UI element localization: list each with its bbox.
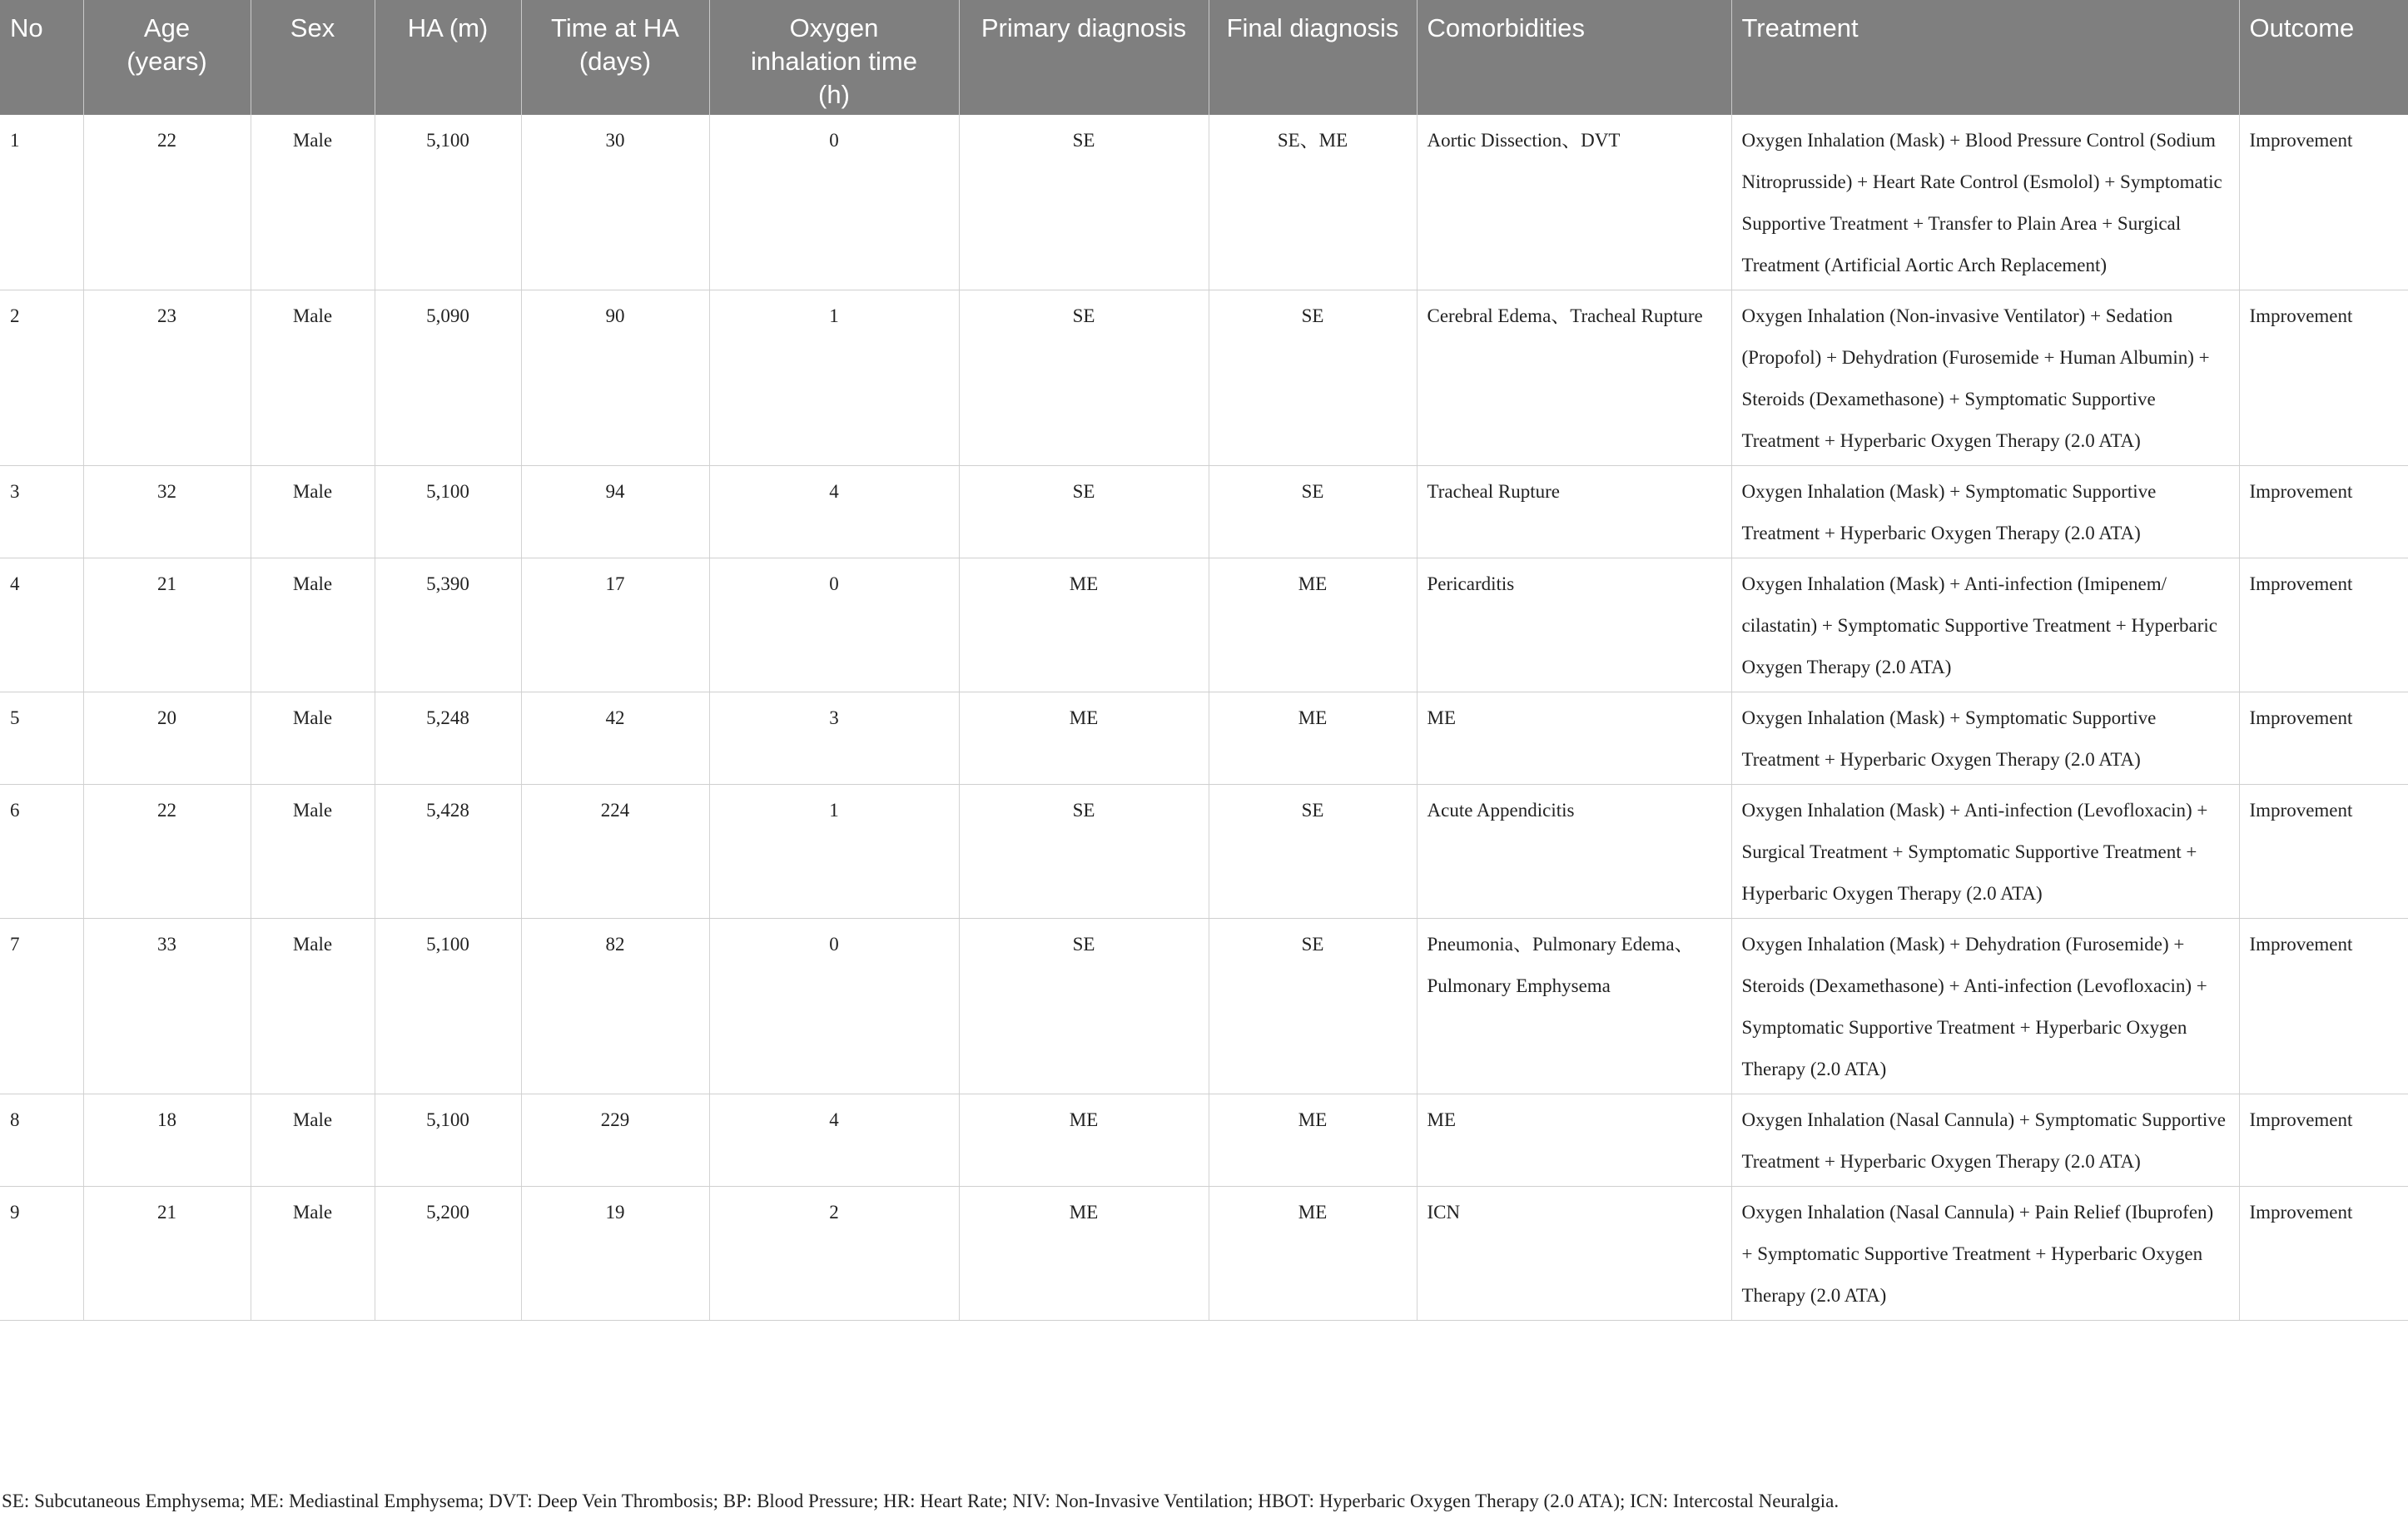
cell-age: 21 [83,1187,251,1321]
cell-oxygen-time: 1 [709,785,959,919]
cell-time-at-ha: 42 [521,692,709,785]
cell-no: 1 [0,115,83,290]
table-row [0,466,2408,558]
cell-age: 18 [83,1094,251,1187]
cell-final-dx: SE、ME [1209,115,1417,290]
cell-ha: 5,090 [375,290,521,466]
header-final-dx: Final diagnosis [1209,0,1417,115]
cell-primary-dx: ME [959,692,1209,785]
table-row [0,919,2408,1094]
cell-sex: Male [251,1187,375,1321]
cell-sex: Male [251,115,375,290]
header-no: No [0,0,83,115]
cell-sex: Male [251,919,375,1094]
cell-comorbidities: ME [1417,692,1731,785]
cell-age: 22 [83,115,251,290]
cell-oxygen-time: 4 [709,466,959,558]
cell-comorbidities: ICN [1417,1187,1731,1321]
cell-outcome: Improvement [2239,785,2408,919]
cell-time-at-ha: 82 [521,919,709,1094]
cell-oxygen-time: 0 [709,558,959,692]
cell-primary-dx: SE [959,785,1209,919]
cell-primary-dx: SE [959,115,1209,290]
header-age: Age (years) [83,0,251,115]
cell-treatment: Oxygen Inhalation (Mask) + Anti-infection (Imipenem/ cilastatin) + Symptomatic Supportive Treatment + Hyperbaric Oxygen Therapy (2.0 ATA) [1731,558,2239,692]
cell-sex: Male [251,785,375,919]
header-row [0,0,2408,115]
cell-no: 4 [0,558,83,692]
cell-treatment: Oxygen Inhalation (Mask) + Symptomatic Supportive Treatment + Hyperbaric Oxygen Therapy (2.0 ATA) [1731,466,2239,558]
cell-age: 33 [83,919,251,1094]
cell-time-at-ha: 19 [521,1187,709,1321]
table-row [0,115,2408,290]
cell-outcome: Improvement [2239,1094,2408,1187]
cell-no: 8 [0,1094,83,1187]
cell-ha: 5,100 [375,115,521,290]
cell-final-dx: ME [1209,1187,1417,1321]
cell-final-dx: ME [1209,692,1417,785]
cell-primary-dx: ME [959,558,1209,692]
cell-outcome: Improvement [2239,290,2408,466]
header-ha: HA (m) [375,0,521,115]
cell-sex: Male [251,466,375,558]
cell-ha: 5,100 [375,1094,521,1187]
cell-no: 3 [0,466,83,558]
cell-treatment: Oxygen Inhalation (Mask) + Blood Pressure Control (Sodium Nitroprusside) + Heart Rate Control (Esmolol) + Symptomatic Supportive Treatment + Transfer to Plain Area + Surgical Treatment (Artificial Aortic Arch Replacement) [1731,115,2239,290]
cell-primary-dx: SE [959,919,1209,1094]
cell-ha: 5,248 [375,692,521,785]
cell-final-dx: SE [1209,466,1417,558]
cell-comorbidities: Pericarditis [1417,558,1731,692]
cell-treatment: Oxygen Inhalation (Mask) + Dehydration (Furosemide) + Steroids (Dexamethasone) + Anti-infection (Levofloxacin) + Symptomatic Supportive Treatment + Hyperbaric Oxygen Therapy (2.0 ATA) [1731,919,2239,1094]
cell-primary-dx: ME [959,1187,1209,1321]
cell-ha: 5,390 [375,558,521,692]
cell-no: 5 [0,692,83,785]
table-footnote: SE: Subcutaneous Emphysema; ME: Mediastinal Emphysema; DVT: Deep Vein Thrombosis; BP: Blood Pressure; HR: Heart Rate; NIV: Non-Invasive Ventilation; HBOT: Hyperbaric Oxygen Therapy (2.0 ATA); ICN: Intercostal Neuralgia. [2,1491,1840,1511]
cell-ha: 5,428 [375,785,521,919]
cell-final-dx: ME [1209,1094,1417,1187]
cell-sex: Male [251,290,375,466]
cell-primary-dx: SE [959,466,1209,558]
cell-oxygen-time: 0 [709,919,959,1094]
cell-comorbidities: Aortic Dissection、DVT [1417,115,1731,290]
table-row [0,692,2408,785]
cell-treatment: Oxygen Inhalation (Mask) + Anti-infection (Levofloxacin) + Surgical Treatment + Symptomatic Supportive Treatment + Hyperbaric Oxygen Therapy (2.0 ATA) [1731,785,2239,919]
cell-final-dx: ME [1209,558,1417,692]
header-oxygen-time: Oxygen inhalation time (h) [709,0,959,115]
cell-no: 9 [0,1187,83,1321]
cell-time-at-ha: 229 [521,1094,709,1187]
header-outcome: Outcome [2239,0,2408,115]
cell-age: 32 [83,466,251,558]
cell-age: 20 [83,692,251,785]
header-comorbidities: Comorbidities [1417,0,1731,115]
cell-final-dx: SE [1209,290,1417,466]
cell-final-dx: SE [1209,785,1417,919]
cell-sex: Male [251,692,375,785]
cell-comorbidities: Pneumonia、Pulmonary Edema、Pulmonary Emphysema [1417,919,1731,1094]
cell-comorbidities: Tracheal Rupture [1417,466,1731,558]
cell-outcome: Improvement [2239,558,2408,692]
cell-no: 6 [0,785,83,919]
cell-comorbidities: Cerebral Edema、Tracheal Rupture [1417,290,1731,466]
cell-time-at-ha: 94 [521,466,709,558]
table-row [0,290,2408,466]
cell-outcome: Improvement [2239,115,2408,290]
cell-time-at-ha: 30 [521,115,709,290]
table-row [0,1187,2408,1321]
cell-comorbidities: Acute Appendicitis [1417,785,1731,919]
cell-time-at-ha: 90 [521,290,709,466]
cell-comorbidities: ME [1417,1094,1731,1187]
cell-no: 2 [0,290,83,466]
cell-treatment: Oxygen Inhalation (Nasal Cannula) + Pain Relief (Ibuprofen) + Symptomatic Supportive Treatment + Hyperbaric Oxygen Therapy (2.0 ATA) [1731,1187,2239,1321]
cell-oxygen-time: 4 [709,1094,959,1187]
cell-treatment: Oxygen Inhalation (Nasal Cannula) + Symptomatic Supportive Treatment + Hyperbaric Oxygen Therapy (2.0 ATA) [1731,1094,2239,1187]
table-row [0,1094,2408,1187]
cell-time-at-ha: 224 [521,785,709,919]
cell-age: 21 [83,558,251,692]
cell-ha: 5,100 [375,466,521,558]
cell-oxygen-time: 3 [709,692,959,785]
cell-no: 7 [0,919,83,1094]
table-row [0,558,2408,692]
cell-sex: Male [251,558,375,692]
cell-primary-dx: ME [959,1094,1209,1187]
header-primary-dx: Primary diagnosis [959,0,1209,115]
cell-sex: Male [251,1094,375,1187]
cell-ha: 5,200 [375,1187,521,1321]
cell-outcome: Improvement [2239,1187,2408,1321]
cell-age: 23 [83,290,251,466]
cell-oxygen-time: 1 [709,290,959,466]
cell-treatment: Oxygen Inhalation (Non-invasive Ventilator) + Sedation (Propofol) + Dehydration (Furosemide + Human Albumin) + Steroids (Dexamethasone) + Symptomatic Supportive Treatment + Hyperbaric Oxygen Therapy (2.0 ATA) [1731,290,2239,466]
table-row [0,785,2408,919]
cell-primary-dx: SE [959,290,1209,466]
cell-time-at-ha: 17 [521,558,709,692]
table-body [0,115,2408,1321]
cell-treatment: Oxygen Inhalation (Mask) + Symptomatic Supportive Treatment + Hyperbaric Oxygen Therapy (2.0 ATA) [1731,692,2239,785]
cell-outcome: Improvement [2239,692,2408,785]
cell-final-dx: SE [1209,919,1417,1094]
cell-oxygen-time: 2 [709,1187,959,1321]
cell-ha: 5,100 [375,919,521,1094]
cell-age: 22 [83,785,251,919]
header-time-at-ha: Time at HA (days) [521,0,709,115]
cell-outcome: Improvement [2239,919,2408,1094]
cell-outcome: Improvement [2239,466,2408,558]
header-sex: Sex [251,0,375,115]
cell-oxygen-time: 0 [709,115,959,290]
header-treatment: Treatment [1731,0,2239,115]
